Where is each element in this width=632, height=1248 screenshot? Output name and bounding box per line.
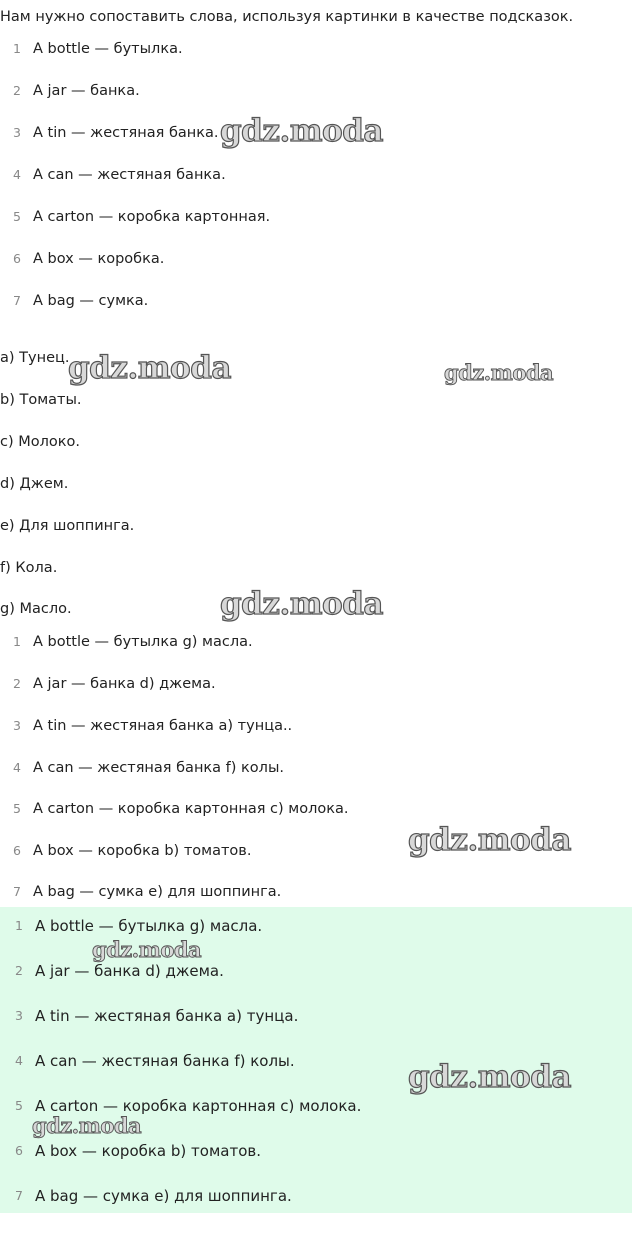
watermark: gdz.moda: [408, 1059, 571, 1095]
item-text: A box — коробка b) томатов.: [33, 843, 252, 859]
item-number: 6: [13, 251, 21, 266]
intro-text: Нам нужно сопоставить слова, используя картинки в качестве подсказок.: [0, 9, 574, 25]
item-text: A bottle — бутылка.: [33, 41, 183, 57]
item-text: A tin — жестяная банка a) тунца..: [33, 718, 293, 734]
item-text: A jar — банка.: [33, 83, 140, 99]
item-number: 3: [15, 1008, 23, 1023]
watermark: gdz.moda: [408, 822, 571, 858]
watermark: gdz.moda: [220, 113, 383, 149]
letter-item: e) Для шоппинга.: [0, 518, 135, 534]
watermark: gdz.moda: [444, 360, 554, 385]
item-number: 3: [13, 125, 21, 140]
item-text: A can — жестяная банка f) колы.: [35, 1052, 295, 1070]
item-text: A bottle — бутылка g) масла.: [35, 917, 263, 935]
item-number: 6: [15, 1143, 23, 1158]
item-number: 2: [15, 963, 23, 978]
item-number: 5: [15, 1098, 23, 1113]
item-text: A bottle — бутылка g) масла.: [33, 634, 253, 650]
item-text: A can — жестяная банка f) колы.: [33, 760, 285, 776]
item-text: A jar — банка d) джема.: [35, 962, 224, 980]
item-number: 2: [13, 676, 21, 691]
item-number: 4: [13, 167, 21, 182]
watermark: gdz.moda: [32, 1113, 142, 1138]
letter-item: g) Масло.: [0, 601, 72, 617]
item-text: A can — жестяная банка.: [33, 167, 226, 183]
item-number: 1: [15, 918, 23, 933]
item-number: 7: [15, 1188, 23, 1203]
item-text: A tin — жестяная банка.: [33, 125, 219, 141]
item-number: 3: [13, 718, 21, 733]
item-text: A jar — банка d) джема.: [33, 676, 216, 692]
item-text: A bag — сумка e) для шоппинга.: [35, 1187, 292, 1205]
watermark: gdz.moda: [68, 350, 231, 386]
item-text: A box — коробка.: [33, 251, 165, 267]
letter-item: c) Молоко.: [0, 434, 80, 450]
item-number: 5: [13, 801, 21, 816]
item-number: 6: [13, 843, 21, 858]
item-number: 7: [13, 884, 21, 899]
letter-item: d) Джем.: [0, 476, 69, 492]
item-number: 2: [13, 83, 21, 98]
letter-item: b) Томаты.: [0, 392, 82, 408]
item-text: A tin — жестяная банка a) тунца.: [35, 1007, 299, 1025]
item-text: A box — коробка b) томатов.: [35, 1142, 261, 1160]
item-number: 4: [13, 760, 21, 775]
item-text: A bag — сумка e) для шоппинга.: [33, 884, 282, 900]
item-text: A bag — сумка.: [33, 293, 149, 309]
watermark: gdz.moda: [92, 937, 202, 962]
item-number: 7: [13, 293, 21, 308]
item-text: A carton — коробка картонная.: [33, 209, 271, 225]
letter-item: a) Тунец.: [0, 350, 70, 366]
item-text: A carton — коробка картонная c) молока.: [33, 801, 349, 817]
letter-item: f) Кола.: [0, 560, 58, 576]
item-number: 5: [13, 209, 21, 224]
item-number: 4: [15, 1053, 23, 1068]
item-text: A carton — коробка картонная c) молока.: [35, 1097, 362, 1115]
watermark: gdz.moda: [220, 586, 383, 622]
item-number: 1: [13, 41, 21, 56]
item-number: 1: [13, 634, 21, 649]
